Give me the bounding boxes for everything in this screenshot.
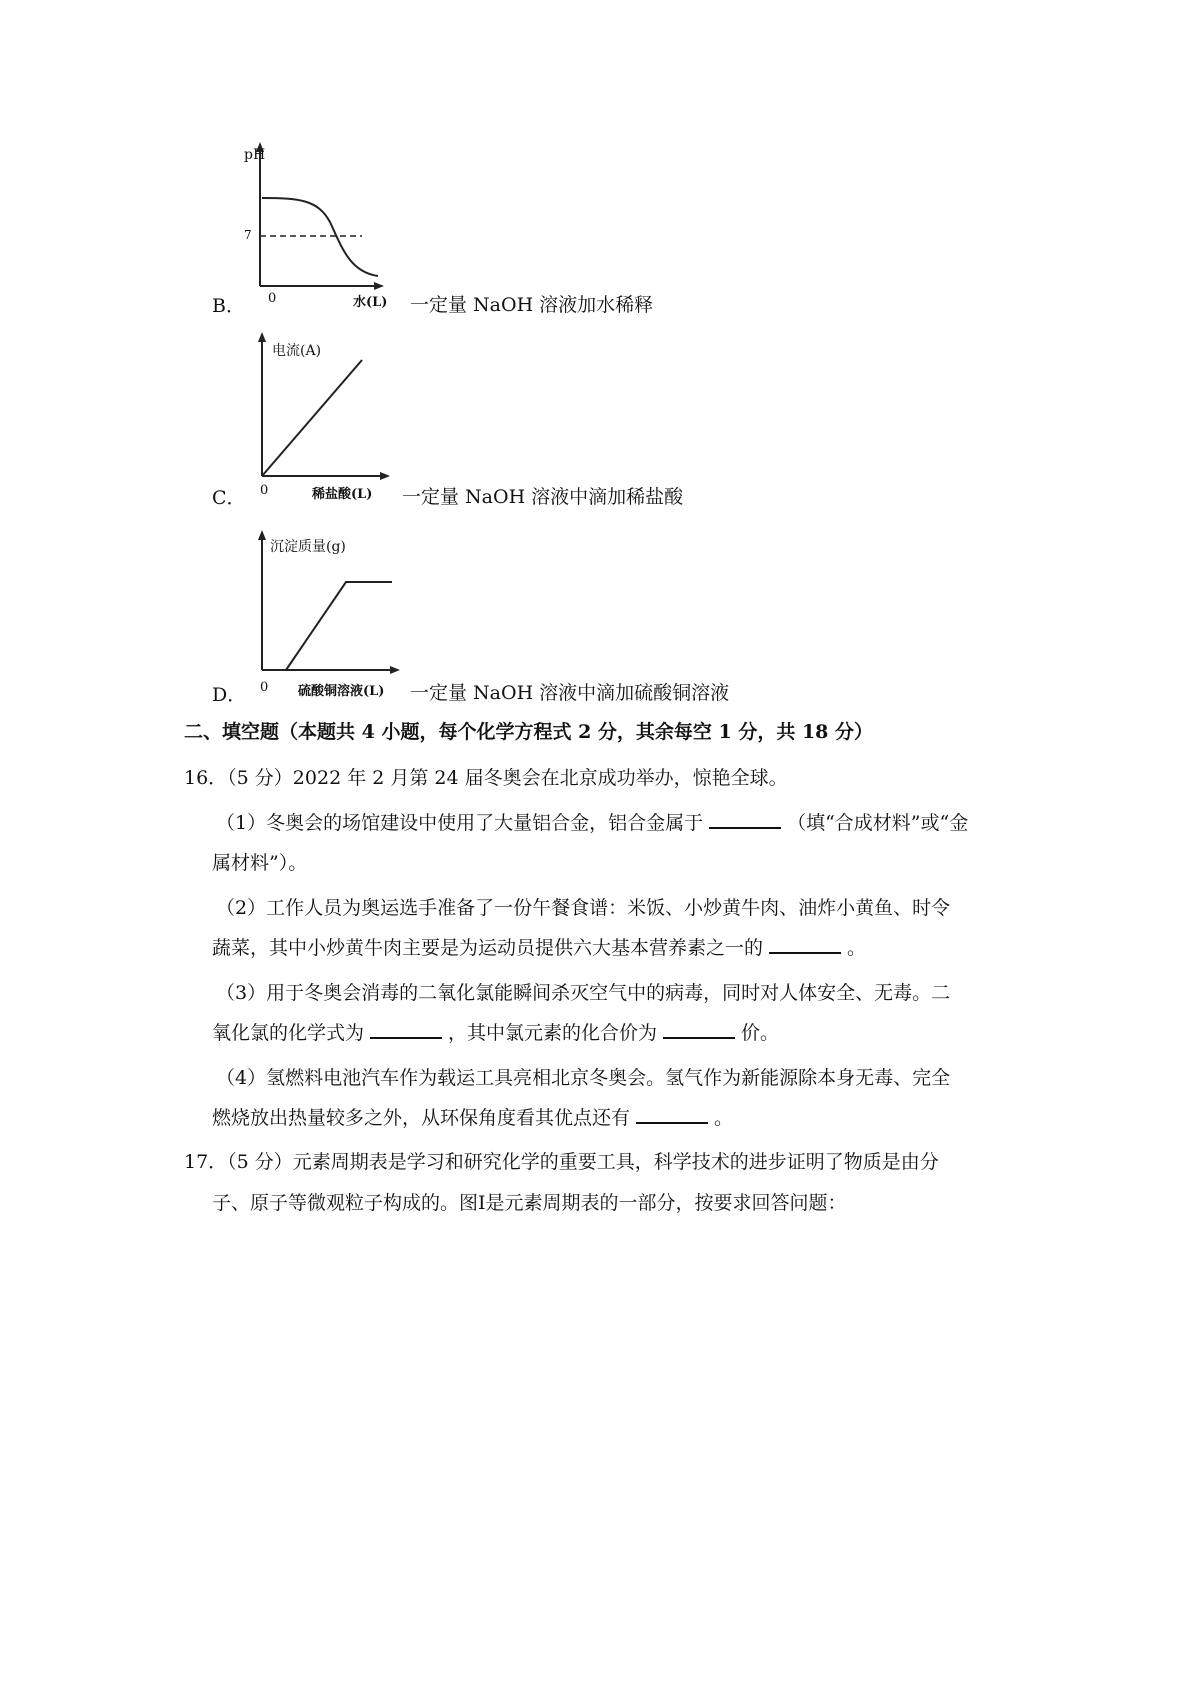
q16-blank-3[interactable] [370, 1019, 442, 1039]
graph-b-xlabel: 水(L) [353, 295, 388, 310]
option-c-description: 一定量 NaOH 溶液中滴加稀盐酸 [402, 486, 684, 508]
q16-part3-line1: （3）用于冬奥会消毒的二氧化氯能瞬间杀灭空气中的病毒，同时对人体安全、无毒。二 [216, 982, 951, 1004]
graph-d-origin: 0 [260, 680, 269, 695]
q16-part4-line1: （4）氢燃料电池汽车作为载运工具亮相北京冬奥会。氢气作为新能源除本身无毒、完全 [216, 1067, 951, 1089]
q16-part2-text-b: 。 [847, 937, 867, 959]
graph-b-ylabel: pH [244, 147, 266, 163]
section-heading: 二、填空题（本题共 4 小题，每个化学方程式 2 分，其余每空 1 分，共 18 分） [184, 721, 874, 743]
q16-part2-text-a: 蔬菜，其中小炒黄牛肉主要是为运动员提供六大基本营养素之一的 [212, 937, 764, 959]
graph-c-xlabel: 稀盐酸(L) [312, 487, 373, 502]
graph-d-ylabel: 沉淀质量(g) [270, 539, 346, 555]
q16-part2-line1: （2）工作人员为奥运选手准备了一份午餐食谱：米饭、小炒黄牛肉、油炸小黄鱼、时令 [216, 897, 951, 919]
q16-blank-1[interactable] [709, 809, 781, 829]
q17-stem-line1: 17．（5 分）元素周期表是学习和研究化学的重要工具，科学技术的进步证明了物质是由分 [184, 1151, 939, 1173]
option-c-letter: C． [212, 487, 246, 509]
graph-c-ylabel: 电流(A) [272, 343, 322, 359]
option-d-description: 一定量 NaOH 溶液中滴加硫酸铜溶液 [410, 682, 730, 704]
q16-blank-5[interactable] [636, 1104, 708, 1124]
q16-part3-line2 [212, 1018, 779, 1045]
q16-part4-text-a: 燃烧放出热量较多之外，从环保角度看其优点还有 [212, 1107, 631, 1129]
q16-part2-line2 [212, 933, 866, 960]
option-d-letter: D． [212, 684, 247, 706]
q16-blank-2[interactable] [769, 934, 841, 954]
option-b-description: 一定量 NaOH 溶液加水稀释 [410, 294, 654, 316]
q16-part3-text-c: 价。 [741, 1022, 780, 1044]
q16-stem: 16．（5 分）2022 年 2 月第 24 届冬奥会在北京成功举办，惊艳全球。 [184, 767, 788, 789]
q16-part3-text-a: 氧化氯的化学式为 [212, 1022, 365, 1044]
q16-part1-text-b: （填“合成材料”或“金 [787, 812, 969, 834]
q17-stem-line2: 子、原子等微观粒子构成的。图Ⅰ是元素周期表的一部分，按要求回答问题： [212, 1192, 847, 1214]
option-b-letter: B． [212, 295, 245, 317]
q16-part1-text-a: （1）冬奥会的场馆建设中使用了大量铝合金，铝合金属于 [216, 812, 704, 834]
q16-part1-line2: 属材料”）。 [212, 852, 308, 874]
q16-part3-text-b: ，其中氯元素的化合价为 [448, 1022, 658, 1044]
q16-part1-line1 [216, 808, 968, 835]
q16-blank-4[interactable] [663, 1019, 735, 1039]
q16-part4-line2 [212, 1103, 733, 1130]
graph-b-ytick-7: 7 [244, 228, 252, 242]
graph-c-origin: 0 [260, 483, 269, 498]
q16-part4-text-b: 。 [714, 1107, 734, 1129]
graph-b-origin: 0 [268, 291, 277, 306]
graph-d-xlabel: 硫酸铜溶液(L) [298, 684, 385, 699]
